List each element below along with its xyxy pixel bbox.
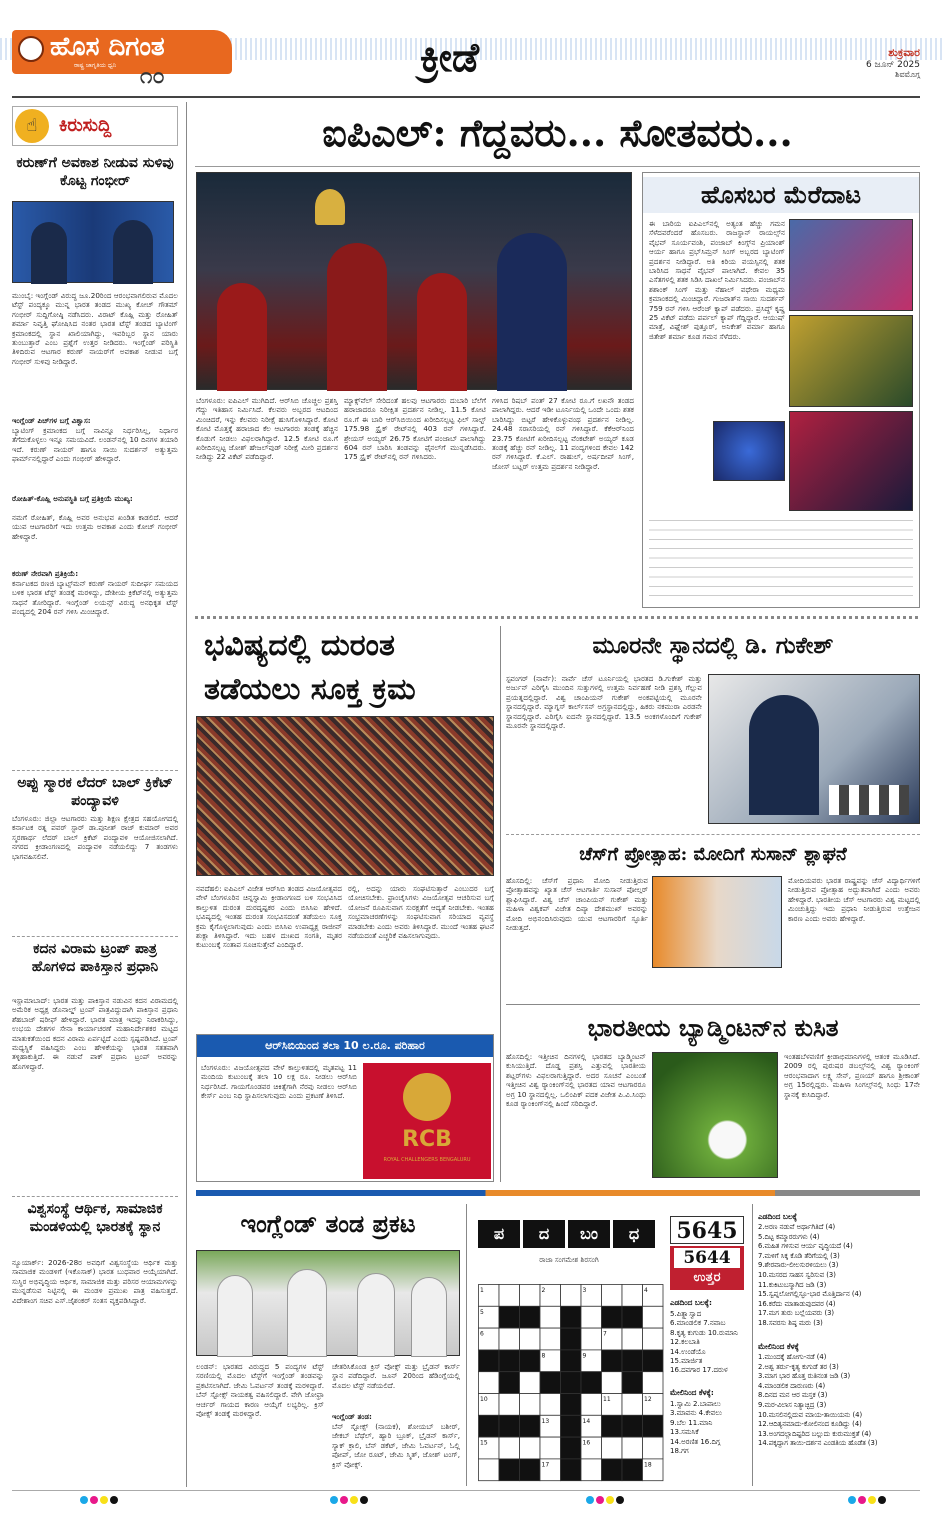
divider-3 xyxy=(12,1196,178,1197)
grid-cell-black xyxy=(561,1415,582,1437)
answer-item: 2.ಅಶ್ವ ತರ್ರು-ಕೃತ್ಯ ಕುಗುಡೆ ತರ (3) xyxy=(758,1362,839,1371)
reg-dot-magenta xyxy=(596,1496,604,1504)
story-karun-sub2: ರೋಹಿತ್-ಕೊಹ್ಲಿ ಅನುಪಸ್ಥಿತಿ ಬಗ್ಗೆ ಪ್ರತಿಕ್ರಿಯೆ ಮುಖ್ಯ: xyxy=(12,494,133,503)
hosabara-body-top: ಈ ಬಾರಿಯ ಐಪಿಎಲ್‌ನಲ್ಲಿ ಅತ್ಯಂತ ಹೆಚ್ಚು ಗಮನ ಸೆಳೆದವರೆಂದರೆ ಹೊಸಬರು. ರಾಜಸ್ಥಾನ್ ರಾಯಲ್ಸ್‌ನ ವೈಭವ್ ಸೂರ್ಯವಂಶಿ, ಪಂಜಾಬ್ ಕಿಂಗ್ಸ್‌ನ ಪ್ರಿಯಾಂಶ್ ಆರ್ಯ ಹಾಗೂ ಪ್ರಭ್‌ಸಿಮ್ರನ್ ಸಿಂಗ್ ಅಬ್ಬರದ ಬ್ಯಾಟಿಂಗ್ ಪ್ರದರ್ಶನ ನೀಡಿದ್ದಾರೆ. ಅತಿ ಕಿರಿಯ ವಯಸ್ಸಿನಲ್ಲಿ ಶತಕ ಬಾರಿಸಿದ ಸಾಧನೆ ವೈಭವ್ ಪಾಲಾಗಿದೆ. ಕೇವಲ 35 ಎಸೆತಗಳಲ್ಲಿ ಶತಕ ಸಿಡಿಸಿ ದಾಖಲೆ ನಿರ್ಮಿಸಿದರು. ಪಂಜಾಬ್‌ನ ಶಶಾಂಕ್ ಸಿಂಗ್ ಮತ್ತು ನೆಹಾಲ್ ವಧೇರಾ ಮಧ್ಯಮ ಕ್ರಮಾಂಕದಲ್ಲಿ ಮಿಂಚಿದ್ದಾರೆ. ಗುಜರಾತ್‌ನ ಸಾಯಿ ಸುದರ್ಶನ್ 759 ರನ್ ಗಳಿಸಿ ಆರೆಂಜ್ ಕ್ಯಾಪ್ ಪಡೆದರು. ಪ್ರಸಿದ್ಧ್ ಕೃಷ್ಣ 25 ವಿಕೆಟ್ ಪಡೆದು ಪರ್ಪಲ್ ಕ್ಯಾಪ್ ಗೆದ್ದಿದ್ದಾರೆ. ಆಯುಷ್ ಮಾತ್ರೆ, ವಿಘ್ನೇಶ್ ಪುತ್ತೂರ್, ಅನಿಕೇತ್ ವರ್ಮಾ ಹಾಗೂ ಜಿತೇಶ್ ಶರ್ಮಾ ಕೂಡ ಗಮನ ಸೆಳೆದರು. xyxy=(649,219,785,341)
answer-item: 13.ಅಂಗದಲ್ಲಾದಿಷ್ಟರಿದ ಬಲ್ಲುದು ಕುರುಮುಕ್ತತೆ (4) xyxy=(758,1429,872,1438)
grid-cell-black xyxy=(602,1415,623,1437)
grid-cell[interactable] xyxy=(499,1285,520,1307)
gambhir-photo xyxy=(12,201,174,283)
grid-cell[interactable] xyxy=(499,1437,520,1459)
grid-cell[interactable] xyxy=(520,1328,541,1350)
crowd-photo xyxy=(196,716,494,876)
footer-rule xyxy=(12,1490,920,1491)
puzzle-answer-label: ಉತ್ತರ xyxy=(693,1270,721,1285)
england-player-3 xyxy=(357,1273,395,1357)
grid-number: 2 xyxy=(541,1287,546,1294)
kirusuddi-badge xyxy=(12,106,178,146)
answer-item: 14.ಪಕ್ಕದ್ದಾಗ ತಾಯಿ-ದರ್ಶನ ಎಂಡತಿಯ ಹೊಡೆತ (3) xyxy=(758,1439,878,1448)
main-body-col2: ಮ್ಯಾಕ್ಸ್‌ವೆಲ್ ಸೇರಿದಂತೆ ಹಲವು ಆಟಗಾರರು ದುಬಾರಿ ಬೆಲೆಗೆ ಹರಾಜಾದರೂ ನಿರೀಕ್ಷಿತ ಪ್ರದರ್ಶನ ನೀಡಿಲ್ಲ. 11.5 ಕೋಟಿ ರೂ.ಗೆ ಈ ಬಾರಿ ಆರ್‌ಸಿಬಿಯಿಂದ ಖರೀದಿಸಲ್ಪಟ್ಟ ಫಿಲ್ ಸಾಲ್ಟ್ 175.98 ಸ್ಟ್ರೈಕ್ ರೇಟ್‌ನಲ್ಲಿ 403 ರನ್ ಗಳಿಸಿದ್ದಾರೆ. ಶ್ರೇಯಸ್ ಅಯ್ಯರ್ 26.75 ಕೋಟಿಗೆ ಪಂಜಾಬ್ ಪಾಲಾಗಿದ್ದು 604 ರನ್ ಬಾರಿಸಿ ತಂಡವನ್ನು ಫೈನಲ್‌ಗೆ ಮುನ್ನಡೆಸಿದರು. 175 ಸ್ಟ್ರೈಕ್ ರೇಟ್‌ನಲ್ಲಿ ರನ್ ಗಳಿಸಿದರು. xyxy=(344,396,486,462)
logo-box xyxy=(12,30,232,74)
reg-dot-black xyxy=(616,1496,624,1504)
player-figure-3 xyxy=(217,283,267,391)
grid-number: 13 xyxy=(541,1417,550,1425)
grid-cell-black xyxy=(602,1306,623,1328)
answer-item: 1.ಮುಂದಕ್ಕೆ ಹೋಗು-ನಡೆ (4) xyxy=(758,1353,827,1361)
grid-cell[interactable] xyxy=(643,1437,664,1459)
grid-cell-black xyxy=(561,1372,582,1394)
grid-cell-black xyxy=(479,1415,500,1437)
city-label: ಶಿವಮೊಗ್ಗ xyxy=(895,70,920,79)
crossword-grid[interactable] xyxy=(478,1284,664,1482)
grid-cell[interactable] xyxy=(602,1437,623,1459)
player-figure-2 xyxy=(497,233,567,391)
rcb-logo-subtext: ROYAL CHALLENGERS BENGALURU xyxy=(383,1157,471,1163)
clues-rule xyxy=(752,1204,753,1486)
grid-cell-black xyxy=(540,1372,561,1394)
trophy-icon xyxy=(315,189,345,225)
rcb-lion-icon xyxy=(403,1073,451,1121)
grid-cell[interactable] xyxy=(479,1459,500,1481)
rcb-compensation-box xyxy=(196,1034,494,1182)
grid-cell[interactable] xyxy=(540,1328,561,1350)
clue-item: 14.ಅರಣಿತ 16.ದಿಗ್ಗ xyxy=(670,1437,721,1446)
grid-cell[interactable] xyxy=(622,1285,643,1307)
badminton-body2: ಇಂತಹಬೆಳವಣಿಗೆ ಕ್ರೀಡಾಭಿಮಾನಿಗಳಲ್ಲಿ ಆತಂಕ ಮೂಡಿಸಿದೆ. 2009 ರಲ್ಲಿ ಪುರುಷರ ಡಬಲ್ಸ್‌ನಲ್ಲಿ ವಿಶ್ವ ರ‍್ಯಾಂಕಿಂಗ್ ಆರಂಭವಾದಾಗ ಲಕ್ಷ್ಯ ಸೇನ್, ಪ್ರಣಯ್ ಹಾಗೂ ಶ್ರೀಕಾಂತ್ ಅಗ್ರ 15ರಲ್ಲಿದ್ದರು. ಮಹಿಳಾ ಸಿಂಗಲ್ಸ್‌ನಲ್ಲಿ ಸಿಂಧು 17ನೇ ಸ್ಥಾನಕ್ಕೆ ಕುಸಿದಿದ್ದಾರೆ. xyxy=(784,1052,920,1099)
answer-left-list xyxy=(758,1223,920,1329)
gukesh-photo xyxy=(708,674,920,824)
left-column-rule xyxy=(186,102,187,1487)
masthead xyxy=(0,0,945,100)
finger-icon: ☝ xyxy=(15,109,49,143)
grid-cell-black xyxy=(499,1372,520,1394)
england-player-2 xyxy=(287,1269,327,1357)
grid-cell-black xyxy=(520,1415,541,1437)
rcb-logo xyxy=(363,1063,491,1179)
divider-2 xyxy=(12,936,178,937)
grid-number: 1 xyxy=(480,1287,484,1294)
story-karun-title: ಕರುಣ್‌ಗೆ ಅವಕಾಶ ನೀಡುವ ಸುಳಿವು ಕೊಟ್ಟ ಗಂಭೀರ್ xyxy=(16,155,174,189)
reg-dot-cyan xyxy=(848,1496,856,1504)
answer-down-list xyxy=(758,1353,920,1449)
grid-cell-black xyxy=(622,1306,643,1328)
grid-number: 3 xyxy=(582,1287,587,1294)
clues-left-head: ಎಡದಿಂದ ಬಲಕ್ಕೆ: xyxy=(670,1298,712,1307)
answer-item: 3.ಮಾಗ ಭಾರ ಹೊತ್ತ ರುತಿನಂತ ಜಡಿ (3) xyxy=(758,1372,851,1381)
grid-number: 5 xyxy=(480,1308,484,1316)
grid-cell[interactable] xyxy=(643,1306,664,1328)
answer-item: 10.ಮಸರದ ಸಾಹಸ ಸ್ವರಿಸುವ (3) xyxy=(758,1270,836,1279)
answer-item: 17.ಮಗ ತುರು ಬಲ್ಲೆಯವರು (3) xyxy=(758,1309,835,1318)
rcb-compensation-body: ಬೆಂಗಳೂರು: ವಿಜಯೋತ್ಸವದ ವೇಳೆ ಕಾಲ್ತುಳಿತದಲ್ಲಿ ಮೃತಪಟ್ಟ 11 ಮಂದಿಯ ಕುಟುಂಬಕ್ಕೆ ತಲಾ 10 ಲಕ್ಷ ರೂ. ನೀಡಲು ಆರ್‌ಸಿಬಿ ನಿರ್ಧರಿಸಿದೆ. ಗಾಯಗೊಂಡವರ ಚಿಕಿತ್ಸೆಗಾಗಿ ನೆರವು ನೀಡಲು ಆರ್‌ಸಿಬಿ ಕೇರ್ಸ್ ಎಂಬ ನಿಧಿ ಸ್ಥಾಪಿಸಲಾಗುವುದು ಎಂದು ಪ್ರಕಟಣೆ ತಿಳಿಸಿದೆ. xyxy=(201,1063,357,1101)
left-column xyxy=(12,102,180,1487)
grid-number: 16 xyxy=(582,1439,591,1447)
grid-cell-black xyxy=(499,1306,520,1328)
clue-item: 6.ಮಾಂಡಲಿಕ 7.ನವಾಬ xyxy=(670,1319,726,1328)
susan-body1: ಹೊಸದಿಲ್ಲಿ: ಚೆಸ್‌ಗೆ ಪ್ರಧಾನಿ ಮೋದಿ ನೀಡುತ್ತಿರುವ ಪ್ರೋತ್ಸಾಹವನ್ನು ಖ್ಯಾತ ಚೆಸ್ ಆಟಗಾರ್ತಿ ಸುಸಾನ್ ಪೋಲ್ಗರ್ ಶ್ಲಾಘಿಸಿದ್ದಾರೆ. ವಿಶ್ವ ಚೆಸ್ ಚಾಂಪಿಯನ್ ಗುಕೇಶ್ ಮತ್ತು ಮಹಿಳಾ ವಿಶ್ವಕಪ್ ವಿಜೇತ ದಿವ್ಯಾ ದೇಶಮುಖ್ ಅವರನ್ನು ಮೋದಿ ಅಭಿನಂದಿಸಿರುವುದು ಯುವ ಆಟಗಾರರಿಗೆ ಸ್ಫೂರ್ತಿ ನೀಡುತ್ತದೆ. xyxy=(506,876,648,933)
reg-dot-black xyxy=(110,1496,118,1504)
grid-cell-black xyxy=(561,1394,582,1416)
answer-item: 11.ಕುಕಿಟುಬಸ್ಮಾಗಿದ ಜಡಿ (3) xyxy=(758,1280,827,1289)
grid-number: 10 xyxy=(480,1396,488,1403)
reg-dot-cyan xyxy=(330,1496,338,1504)
story-karun-body: ಮುಂಬೈ: ಇಂಗ್ಲೆಂಡ್ ವಿರುದ್ಧ ಜೂ.20ರಿಂದ ಆರಂಭವಾಗಲಿರುವ ಮೊದಲ ಟೆಸ್ಟ್ ಪಂದ್ಯಕ್ಕೂ ಮುನ್ನ ಭಾರತ ತಂಡದ ಮುಖ್ಯ ಕೋಚ್ ಗೌತಮ್ ಗಂಭೀರ್ ಸುದ್ದಿಗೋಷ್ಠಿ ನಡೆಸಿದರು. ವಿರಾಟ್ ಕೊಹ್ಲಿ ಮತ್ತು ರೋಹಿತ್ ಶರ್ಮಾ ನಿವೃತ್ತಿ ಘೋಷಿಸಿದ ನಂತರ ಭಾರತ ಟೆಸ್ಟ್ ತಂಡದ ಬ್ಯಾಟಿಂಗ್ ಕ್ರಮಾಂಕದಲ್ಲಿ ಸ್ಥಾನ ಖಾಲಿಯಾಗಿದ್ದು, ಇವರಿಬ್ಬರ ಸ್ಥಾನ ಯಾರು ತುಂಬುತ್ತಾರೆ ಎಂಬ ಪ್ರಶ್ನೆಗೆ ಉತ್ತರ ನೀಡಿದರು. ಇಂಗ್ಲೆಂಡ್ ಪರಿಸ್ಥಿತಿ ತಿಳಿದಿರುವ ಆಟಗಾರ ಕರುಣ್ ನಾಯರ್‌ಗೆ ಅವಕಾಶ ನೀಡುವ ಬಗ್ಗೆ ಗಂಭೀರ್ ಸುಳಿವು ನೀಡಿದ್ದಾರೆ. xyxy=(12,291,178,366)
grid-cell[interactable] xyxy=(643,1328,664,1350)
tragedy-body1: ನವದೆಹಲಿ: ಐಪಿಎಲ್ ವಿಜೇತ ಆರ್‌ಸಿಬಿ ತಂಡದ ವಿಜಯೋತ್ಸವದ ವೇಳೆ ಬೆಂಗಳೂರಿನ ಚಿನ್ನಸ್ವಾಮಿ ಕ್ರೀಡಾಂಗಣದ ಬಳಿ ಸಂಭವಿಸಿದ ಕಾಲ್ತುಳಿತ ದುರಂತ ದುರದೃಷ್ಟಕರ ಎಂದು ಬಿಸಿಸಿಐ ಹೇಳಿದೆ. ಭವಿಷ್ಯದಲ್ಲಿ ಇಂತಹ ದುರಂತ ಸಂಭವಿಸದಂತೆ ತಡೆಯಲು ಸೂಕ್ತ ಕ್ರಮ ಕೈಗೊಳ್ಳಲಾಗುವುದು ಎಂದು ಬಿಸಿಸಿಐ ಉಪಾಧ್ಯಕ್ಷ ರಾಜೀವ್ ಶುಕ್ಲಾ ತಿಳಿಸಿದ್ದಾರೆ. ಇದು ಬಹಳ ದುಃಖದ ಸಂಗತಿ, ಮೃತರ ಕುಟುಂಬಕ್ಕೆ ಸಂತಾಪ ಸೂಚಿಸುತ್ತೇವೆ ಎಂದಿದ್ದಾರೆ. xyxy=(196,884,342,950)
grid-cell-black xyxy=(561,1306,582,1328)
grid-number: 9 xyxy=(582,1352,587,1360)
main-body-col1: ಬೆಂಗಳೂರು: ಐಪಿಎಲ್ ಮುಗಿದಿದೆ. ಆರ್‌ಸಿಬಿ ಚೊಚ್ಚಲ ಪ್ರಶಸ್ತಿ ಗೆದ್ದು ಇತಿಹಾಸ ನಿರ್ಮಿಸಿದೆ. ಕೆಲವರು ಅಬ್ಬರದ ಆಟದಿಂದ ಮಿಂಚಿದರೆ, ಇನ್ನು ಕೆಲವರು ನಿರೀಕ್ಷೆ ಹುಸಿಗೊಳಿಸಿದ್ದಾರೆ. ಕೋಟಿ ಕೋಟಿ ಮೊತ್ತಕ್ಕೆ ಹರಾಜಾದ ಕೆಲ ಆಟಗಾರರು ತಂಡಕ್ಕೆ ಹೆಚ್ಚಿನ ಕೊಡುಗೆ ನೀಡಲು ವಿಫಲರಾಗಿದ್ದಾರೆ. 12.5 ಕೋಟಿ ರೂ.ಗೆ ಖರೀದಿಸಲ್ಪಟ್ಟ ಜೋಶ್ ಹೇಜಲ್‌ವುಡ್ ನಿರೀಕ್ಷೆ ಮೀರಿ ಪ್ರದರ್ಶನ ನೀಡಿದ್ದು 22 ವಿಕೆಟ್ ಪಡೆದಿದ್ದಾರೆ. xyxy=(196,396,338,462)
reg-dot-yellow xyxy=(606,1496,614,1504)
grid-cell[interactable] xyxy=(540,1306,561,1328)
section-rule-1 xyxy=(195,616,920,619)
divider-chess xyxy=(506,834,920,835)
grid-cell-black xyxy=(561,1459,582,1481)
puzzle-number-today: 5645 xyxy=(670,1216,744,1244)
grid-cell-black xyxy=(561,1350,582,1372)
puzzle-title-letter: ಬಂ xyxy=(568,1220,610,1248)
grid-cell[interactable] xyxy=(520,1372,541,1394)
answer-item: 16.ಕರೆದು ಮಾತಾಡುವುದವರ (4) xyxy=(758,1299,836,1308)
hosabara-title: ಹೊಸಬರ ಮೆರೆದಾಟ xyxy=(643,177,919,213)
grid-cell-black xyxy=(499,1459,520,1481)
grid-cell[interactable] xyxy=(622,1437,643,1459)
england-squad-label: ಇಂಗ್ಲೆಂಡ್ ತಂಡ: xyxy=(332,1412,372,1421)
england-player-1 xyxy=(217,1275,253,1357)
grid-cell-black xyxy=(643,1350,664,1372)
grid-cell-black xyxy=(622,1372,643,1394)
grid-cell-black xyxy=(561,1328,582,1350)
main-body-col3: ಗಳಿಸಿದ ರಿಷಬ್ ಪಂತ್ 27 ಕೋಟಿ ರೂ.ಗೆ ಲಖನೌ ತಂಡದ ಪಾಲಾಗಿದ್ದರು. ಆದರೆ ಇಡೀ ಟೂರ್ನಿಯಲ್ಲಿ ಒಂದೇ ಒಂದು ಶತಕ ಬಾರಿಸಿದ್ದು ಬಿಟ್ಟರೆ ಹೇಳಿಕೊಳ್ಳುವಂಥ ಪ್ರದರ್ಶನ ನೀಡಿಲ್ಲ. 24.48 ಸರಾಸರಿಯಲ್ಲಿ ರನ್ ಗಳಿಸಿದ್ದಾರೆ. ಕೆಕೆಆರ್‌ನಿಂದ 23.75 ಕೋಟಿಗೆ ಖರೀದಿಸಲ್ಪಟ್ಟ ವೆಂಕಟೇಶ್ ಅಯ್ಯರ್ ಕೂಡ ತಂಡಕ್ಕೆ ಹೆಚ್ಚು ರನ್ ನೀಡಿಲ್ಲ. 11 ಪಂದ್ಯಗಳಿಂದ ಕೇವಲ 142 ರನ್ ಗಳಿಸಿದ್ದಾರೆ. ಕೆ.ಎಲ್. ರಾಹುಲ್, ಅರ್ಷದೀಪ್ ಸಿಂಗ್, ಜೋಸ್ ಬಟ್ಲರ್ ಉತ್ತಮ ಪ್ರದರ್ಶನ ನೀಡಿದ್ದಾರೆ. xyxy=(492,396,634,471)
grid-cell-black xyxy=(622,1350,643,1372)
hosabara-photo-1 xyxy=(789,219,913,311)
reg-dot-magenta xyxy=(858,1496,866,1504)
grid-number: 6 xyxy=(480,1330,484,1338)
rcb-celebration-photo xyxy=(196,172,632,390)
grid-number: 11 xyxy=(603,1396,611,1403)
story-trump-title: ಕದನ ವಿರಾಮ ಟ್ರಂಪ್ ಪಾತ್ರ ಹೊಗಳಿದ ಪಾಕಿಸ್ತಾನ ಪ್ರಧಾನಿ xyxy=(31,941,159,975)
grid-number: 7 xyxy=(603,1330,607,1338)
story-karun-body2: ಬ್ಯಾಟಿಂಗ್ ಕ್ರಮಾಂಕದ ಬಗ್ಗೆ ನಾವಿನ್ನೂ ನಿರ್ಧರಿಸಿಲ್ಲ, ನಿರ್ಧಾರ ತೆಗೆದುಕೊಳ್ಳಲು ಇನ್ನೂ ಸಮಯವಿದೆ. ಲಂಡನ್‌ನಲ್ಲಿ 10 ದಿನಗಳ ತಯಾರಿ ಇದೆ. ಕರುಣ್ ನಾಯರ್ ಹಾಗೂ ಸಾಯಿ ಸುದರ್ಶನ್ ಅತ್ಯುತ್ತಮ ಫಾರ್ಮ್‌ನಲ್ಲಿದ್ದಾರೆ ಎಂದು ಗಂಭೀರ್ ಹೇಳಿದ್ದಾರೆ. xyxy=(12,426,178,464)
story-un-title: ವಿಶ್ವಸಂಸ್ಥೆ ಆರ್ಥಿಕ, ಸಾಮಾಜಿಕ ಮಂಡಳಿಯಲ್ಲಿ ಭಾರತಕ್ಕೆ ಸ್ಥಾನ xyxy=(27,1201,163,1235)
grid-cell-black xyxy=(622,1415,643,1437)
clue-item: 13.ಸಮಸಿಕೆ xyxy=(670,1428,699,1437)
answer-left-head: ಎಡದಿಂದ ಬಲಕ್ಕೆ xyxy=(758,1212,797,1221)
story-appu-title: ಅಪ್ಪು ಸ್ಮಾರಕ ಲೆದರ್ ಬಾಲ್ ಕ್ರಿಕೆಟ್ ಪಂದ್ಯಾವಳಿ xyxy=(17,775,173,809)
reg-dot-yellow xyxy=(350,1496,358,1504)
answer-down-head: ಮೇಲಿನಿಂದ ಕೆಳಕ್ಕೆ xyxy=(758,1342,799,1351)
clue-item: 8.ಕೃತ್ಯ ಕುಗುಡು 10.ರುಮಾನಿ xyxy=(670,1328,738,1337)
answer-item: 18.ಸವರಸು ಶಿಷ್ಠ ಮರು (3) xyxy=(758,1318,823,1327)
clue-item: 15.ಮಾರ್ಜಿತ xyxy=(670,1357,703,1366)
grid-cell-black xyxy=(643,1415,664,1437)
clue-item: 9.ಬೆಲ 11.ಮಾನಿ xyxy=(670,1418,713,1427)
puzzle-title xyxy=(478,1220,660,1248)
grid-cell-black xyxy=(561,1437,582,1459)
story-karun-body3: ನಮಗೆ ರೋಹಿತ್, ಕೊಹ್ಲಿ ಅವರ ಅನುಭವ ಖಂಡಿತ ಕಾಡಲಿದೆ. ಆದರೆ ಯುವ ಆಟಗಾರರಿಗೆ ಇದು ಉತ್ತಮ ಅವಕಾಶ ಎಂದು ಕೋಚ್ ಗಂಭೀರ್ ಹೇಳಿದ್ದಾರೆ. xyxy=(12,513,178,541)
grid-cell-black xyxy=(602,1350,623,1372)
grid-number: 4 xyxy=(644,1287,648,1294)
gukesh-figure xyxy=(749,695,819,815)
story-appu-body: ಬೆಂಗಳೂರು: ಜಿಲ್ಲಾ ಆಟಗಾರರು ಮತ್ತು ಶಿಕ್ಷಣ ಕ್ಷೇತ್ರದ ಸಹಯೋಗದಲ್ಲಿ ಕರ್ನಾಟಕ ರತ್ನ ಪವರ್ ಸ್ಟಾರ್ ಡಾ.ಪುನೀತ್ ರಾಜ್ ಕುಮಾರ್ ಅವರ ಸ್ಮರಣಾರ್ಥ ಲೆದರ್ ಬಾಲ್ ಕ್ರಿಕೆಟ್ ಪಂದ್ಯಾವಳಿ ಆಯೋಜಿಸಲಾಗಿದೆ. ನಗರದ ಕ್ರೀಡಾಂಗಣದಲ್ಲಿ ಪಂದ್ಯಾವಳಿ ನಡೆಯಲಿದ್ದು 7 ತಂಡಗಳು ಭಾಗವಹಿಸಲಿವೆ. xyxy=(12,814,178,861)
answer-item: 9.ಮರ-ವಿಲಾಸ ನಿತ್ಯಾಚ್ಛಿದ್ರ (3) xyxy=(758,1400,827,1409)
reg-dot-cyan xyxy=(586,1496,594,1504)
grid-cell[interactable] xyxy=(643,1372,664,1394)
grid-cell-black xyxy=(581,1372,602,1394)
susan-title: ಚೆಸ್‌ಗೆ ಪ್ರೋತ್ಸಾಹ: ಮೋದಿಗೆ ಸುಸಾನ್ ಶ್ಲಾಘನೆ xyxy=(579,844,847,865)
rcb-compensation-header: ಆರ್‌ಸಿಬಿಯಿಂದ ತಲಾ 10 ಲ.ರೂ. ಪರಿಹಾರ xyxy=(197,1035,493,1057)
reg-dot-yellow xyxy=(100,1496,108,1504)
grid-number: 12 xyxy=(644,1396,652,1403)
puzzle-number-prev: 5644 xyxy=(674,1248,740,1268)
masthead-rule xyxy=(12,96,920,98)
section-title: ಕ್ರೀಡೆ xyxy=(420,34,479,81)
page-number: ೧೦ xyxy=(140,64,165,89)
grid-cell[interactable] xyxy=(520,1394,541,1416)
story-karun-body4: ಕರ್ನಾಟಕದ ರಣಜಿ ಬ್ಯಾಟ್ಸ್‌ಮನ್ ಕರುಣ್ ನಾಯರ್ ಸುದೀರ್ಘ ಸಮಯದ ಬಳಿಕ ಭಾರತ ಟೆಸ್ಟ್ ತಂಡಕ್ಕೆ ಮರಳಿದ್ದು, ದೇಶೀಯ ಕ್ರಿಕೆಟ್‌ನಲ್ಲಿ ಅತ್ಯುತ್ತಮ ಸಾಧನೆ ತೋರಿದ್ದಾರೆ. ಇಂಗ್ಲೆಂಡ್ ಲಯನ್ಸ್ ವಿರುದ್ಧ ಅನಧಿಕೃತ ಟೆಸ್ಟ್ ಪಂದ್ಯದಲ್ಲಿ 204 ರನ್ ಗಳಿಸಿ ಮಿಂಚಿದ್ದಾರೆ. xyxy=(12,579,178,617)
grid-cell[interactable] xyxy=(499,1328,520,1350)
logo-icon xyxy=(18,36,44,62)
england-body1: ಲಂಡನ್: ಭಾರತದ ವಿರುದ್ಧದ 5 ಪಂದ್ಯಗಳ ಟೆಸ್ಟ್ ಸರಣಿಯಲ್ಲಿ ಮೊದಲ ಟೆಸ್ಟ್‌ಗೆ ಇಂಗ್ಲೆಂಡ್ ತಂಡವನ್ನು ಪ್ರಕಟಿಸಲಾಗಿದೆ. ಜೇಮಿ ಓವರ್ಟನ್ ತಂಡಕ್ಕೆ ಮರಳಿದ್ದಾರೆ. ಬೆನ್ ಸ್ಟೋಕ್ಸ್ ನಾಯಕತ್ವ ವಹಿಸಲಿದ್ದಾರೆ. ವೇಗಿ ಜೋಫ್ರಾ ಆರ್ಚರ್ ಗಾಯದ ಕಾರಣ ಆಯ್ಕೆಗೆ ಲಭ್ಯರಿಲ್ಲ. ಕ್ರಿಸ್ ವೋಕ್ಸ್ ತಂಡಕ್ಕೆ ಮರಳಿದ್ದಾರೆ. xyxy=(196,1362,324,1419)
grid-cell-black xyxy=(520,1350,541,1372)
hosabara-photo-3 xyxy=(789,411,913,511)
grid-cell[interactable] xyxy=(540,1394,561,1416)
clues-left-list xyxy=(670,1310,750,1376)
hosabara-photo-2 xyxy=(789,315,913,407)
tragedy-title-line1: ಭವಿಷ್ಯದಲ್ಲಿ ದುರಂತ xyxy=(204,628,395,663)
badminton-title: ಭಾರತೀಯ ಬ್ಯಾಡ್ಮಿಂಟನ್‌ನ ಕುಸಿತ xyxy=(587,1013,839,1042)
logo-text: ಹೊಸ ದಿಗಂತ xyxy=(50,32,165,62)
grid-number: 14 xyxy=(582,1417,591,1425)
answer-item: 7.ಮಳಿಗೆ ಸಿಕ್ಕ ಕೊಡಿ ತೆರಿಗೆಯಲ್ಲಿ (3) xyxy=(758,1251,840,1260)
rcb-logo-text: RCB xyxy=(402,1127,452,1152)
grid-cell[interactable] xyxy=(581,1328,602,1350)
logo-tagline: ರಾಷ್ಟ್ರ ಜಾಗೃತಿಯ ಧ್ವನಿ xyxy=(74,62,117,69)
section-rule-3 xyxy=(196,1190,920,1196)
date-block xyxy=(810,46,920,80)
gambhir-figure-1 xyxy=(31,222,67,284)
england-title: ಇಂಗ್ಲೆಂಡ್ ತಂಡ ಪ್ರಕಟ xyxy=(240,1209,416,1238)
answer-item: 9.ಶೇರವಾರು-ಲೀಲಸುರಳಿಯಲು (3) xyxy=(758,1261,839,1270)
story-karun-sub3: ಕರುಣ್ ನೇರವಾಗಿ ಪ್ರತಿಕ್ರಿಯೆ: xyxy=(12,569,79,578)
gambhir-figure-2 xyxy=(113,220,153,284)
hosabara-body-bottom xyxy=(649,513,913,603)
clue-item: 18.ಗಗ xyxy=(670,1447,689,1456)
answer-item: 12.ಆದಿತ್ಯನಮಾದು-ಕೋಲಿನಂದ ಕೂಡಿದ್ದು (4) xyxy=(758,1420,862,1429)
chess-board-icon xyxy=(829,785,909,815)
reg-dot-black xyxy=(878,1496,886,1504)
grid-cell-black xyxy=(479,1350,500,1372)
grid-number: 18 xyxy=(644,1461,652,1469)
player-figure-1 xyxy=(327,243,387,391)
grid-cell-black xyxy=(622,1459,643,1481)
grid-cell[interactable] xyxy=(479,1372,500,1394)
grid-cell[interactable] xyxy=(581,1394,602,1416)
answer-item: 6.ಮಹಿತ ಗಳಿಸುವ ಆರ್ಯ ವೃದ್ಧಿಯದೆ (4) xyxy=(758,1242,853,1251)
clues-down-head: ಮೇಲಿನಿಂದ ಕೆಳಕ್ಕೆ: xyxy=(670,1388,714,1397)
puzzle-title-letters xyxy=(478,1220,660,1248)
main-headline: ಐಪಿಎಲ್: ಗೆದ್ದವರು... ಸೋತವರು... xyxy=(322,110,793,155)
grid-cell-black xyxy=(499,1350,520,1372)
grid-cell-black xyxy=(520,1306,541,1328)
susan-body2: ಮೋದಿಯವರು ಭಾರತ ರಾಷ್ಟ್ರವನ್ನು ಚೆಸ್ ವಿದ್ಯಾರ್ಥಿಗಳಿಗೆ ನೀಡುತ್ತಿರುವ ಪ್ರೋತ್ಸಾಹ ಅದ್ಭುತವಾಗಿದೆ ಎಂದು ಅವರು ಹೇಳಿದ್ದಾರೆ. ಭಾರತೀಯ ಚೆಸ್ ಆಟಗಾರರು ವಿಶ್ವ ಮಟ್ಟದಲ್ಲಿ ಮಿಂಚುತ್ತಿದ್ದು ಇದು ಪ್ರಧಾನಿ ನೀಡುತ್ತಿರುವ ಉತ್ತೇಜನ ಕಾರಣ ಎಂದು ಅವರು ಹೇಳಿದ್ದಾರೆ. xyxy=(788,876,920,923)
grid-cell[interactable] xyxy=(581,1459,602,1481)
story-un-body: ನ್ಯೂಯಾರ್ಕ್: 2026-28ರ ಅವಧಿಗೆ ವಿಶ್ವಸಂಸ್ಥೆಯ ಆರ್ಥಿಕ ಮತ್ತು ಸಾಮಾಜಿಕ ಮಂಡಳಿಗೆ (ಇಕೊಸಾಕ್) ಭಾರತ ಬುಧವಾರ ಆಯ್ಕೆಯಾಗಿದೆ. ಸುಸ್ಥಿರ ಅಭಿವೃದ್ಧಿಯ ಆರ್ಥಿಕ, ಸಾಮಾಜಿಕ ಮತ್ತು ಪರಿಸರ ಆಯಾಮಗಳನ್ನು ಮುನ್ನಡೆಸುವ ನಿಟ್ಟಿನಲ್ಲಿ ಈ ಮಂಡಳಿ ಪ್ರಮುಖ ಪಾತ್ರ ವಹಿಸುತ್ತದೆ. ವಿದೇಶಾಂಗ ಸಚಿವ ಎಸ್.ಜೈಶಂಕರ್ ಸಂತಸ ವ್ಯಕ್ತಪಡಿಸಿದ್ದಾರೆ. xyxy=(12,1258,178,1305)
answer-item: 4.ಮಾಂಡಲಿಕ ದಾರುಣರು (4) xyxy=(758,1381,826,1390)
puzzle-title-letter: ದ xyxy=(523,1220,565,1248)
grid-cell[interactable] xyxy=(540,1437,561,1459)
clue-item: 14.ಉಂಡೆಯೊ xyxy=(670,1347,706,1356)
england-body2: ಚೇತರಿಸಿಕೊಂಡ ಕ್ರಿಸ್ ವೋಕ್ಸ್ ಮತ್ತು ಬ್ರೈಡನ್ ಕಾರ್ಸ್ ಸ್ಥಾನ ಪಡೆದಿದ್ದಾರೆ. ಜೂನ್ 20ರಿಂದ ಹೆಡಿಂಗ್ಲೆಯಲ್ಲಿ ಮೊದಲ ಟೆಸ್ಟ್ ನಡೆಯಲಿದೆ. xyxy=(332,1362,460,1390)
england-player-4 xyxy=(411,1277,447,1357)
puzzle-title-letter: ಧ xyxy=(613,1220,655,1248)
puzzle-subtitle: ರಾಜಾ ಸಂಗಮೇಶ ಶಿರಸಂಗಿ xyxy=(539,1256,599,1264)
chess-body: ಸ್ಟವಂಗರ್ (ನಾರ್ವೆ): ನಾರ್ವೆ ಚೆಸ್ ಟೂರ್ನಿಯಲ್ಲಿ ಭಾರತದ ಡಿ.ಗುಕೇಶ್ ಮತ್ತು ಅರ್ಜುನ್ ಎರಿಗೈಸಿ ಮುಂದಿನ ಸುತ್ತುಗಳಲ್ಲಿ ಉತ್ತಮ ನಿರ್ವಹಣೆ ನೀಡಿ ಪ್ರಶಸ್ತಿ ಗೆಲ್ಲುವ ಪ್ರಯತ್ನದಲ್ಲಿದ್ದಾರೆ. ವಿಶ್ವ ಚಾಂಪಿಯನ್ ಗುಕೇಶ್ ಅಂಕಪಟ್ಟಿಯಲ್ಲಿ ಮೂರನೇ ಸ್ಥಾನದಲ್ಲಿದ್ದಾರೆ. ಮ್ಯಾಗ್ನಸ್ ಕಾರ್ಲ್‌ಸನ್ ಅಗ್ರಸ್ಥಾನದಲ್ಲಿದ್ದು, ಹಿಕರು ನಕಮುರಾ ಎರಡನೇ ಸ್ಥಾನದಲ್ಲಿದ್ದಾರೆ. ಎರಿಗೈಸಿ ಐದನೇ ಸ್ಥಾನದಲ್ಲಿದ್ದಾರೆ. 13.5 ಅಂಕಗಳೊಂದಿಗೆ ಗುಕೇಶ್ ಮೂರನೇ ಸ್ಥಾನದಲ್ಲಿದ್ದಾರೆ. xyxy=(506,674,702,731)
hosabara-box xyxy=(642,172,920,608)
main-headline-rule xyxy=(195,166,920,167)
story-trump-body: ಇಸ್ಲಾಮಾಬಾದ್: ಭಾರತ ಮತ್ತು ಪಾಕಿಸ್ತಾನ ನಡುವಿನ ಕದನ ವಿರಾಮದಲ್ಲಿ ಅಮೆರಿಕ ಅಧ್ಯಕ್ಷ ಡೊನಾಲ್ಡ್ ಟ್ರಂಪ್ ಪಾತ್ರವಿದ್ದುದಾಗಿ ಪಾಕಿಸ್ತಾನ ಪ್ರಧಾನಿ ಶೆಹಬಾಜ್ ಷರೀಫ್ ಹೇಳಿದ್ದಾರೆ. ಭಾರತ ಮಾತ್ರ ಇದನ್ನು ನಿರಾಕರಿಸಿದ್ದು, ಉಭಯ ದೇಶಗಳ ಸೇನಾ ಕಾರ್ಯಾಚರಣೆ ಮಹಾನಿರ್ದೇಶಕರ ಮಟ್ಟದ ಮಾತುಕತೆಯಿಂದ ಕದನ ವಿರಾಮ ಏರ್ಪಟ್ಟಿದೆ ಎಂದು ಸ್ಪಷ್ಟಪಡಿಸಿದೆ. ಟ್ರಂಪ್ ಮಧ್ಯಸ್ಥಿಕೆ ವಹಿಸಿದ್ದರು ಎಂಬ ಹೇಳಿಕೆಯನ್ನು ಭಾರತ ಸತತವಾಗಿ ತಳ್ಳಿಹಾಕುತ್ತಿದೆ. ಈ ನಡುವೆ ಪಾಕ್ ಪ್ರಧಾನಿ ಟ್ರಂಪ್ ಅವರನ್ನು ಹೊಗಳಿದ್ದಾರೆ. xyxy=(12,996,178,1071)
puzzle-rule xyxy=(466,1204,467,1486)
date-label: 6 ಜೂನ್ 2025 xyxy=(865,60,920,70)
registration-marks-1 xyxy=(80,1496,120,1506)
player-figure-4 xyxy=(417,273,467,391)
badminton-body1: ಹೊಸದಿಲ್ಲಿ: ಇತ್ತೀಚಿನ ದಿನಗಳಲ್ಲಿ ಭಾರತದ ಬ್ಯಾಡ್ಮಿಂಟನ್ ಕುಸಿಯುತ್ತಿದೆ. ದೊಡ್ಡ ಪ್ರಶಸ್ತಿ ಎತ್ತುವಲ್ಲಿ ಭಾರತೀಯ ಶಟ್ಲರ್‌ಗಳು ವಿಫಲರಾಗುತ್ತಿದ್ದಾರೆ. ಅದರ ಸೂಚನೆ ಎಂಬಂತೆ ಇತ್ತೀಚಿನ ವಿಶ್ವ ರ‍್ಯಾಂಕಿಂಗ್‌ನಲ್ಲಿ ಭಾರತದ ಯಾವ ಆಟಗಾರರೂ ಅಗ್ರ 10 ಸ್ಥಾನದಲ್ಲಿಲ್ಲ. ಒಲಿಂಪಿಕ್ ಪದಕ ವಿಜೇತ ಪಿ.ವಿ.ಸಿಂಧು ಕೂಡ ರ‍್ಯಾಂಕಿಂಗ್‌ನಲ್ಲಿ ಹಿಂದೆ ಸರಿದಿದ್ದಾರೆ. xyxy=(506,1052,646,1109)
england-squad: ಬೆನ್ ಸ್ಟೋಕ್ಸ್ (ನಾಯಕ), ಶೋಯಬ್ ಬಶೀರ್, ಜೇಕಬ್ ಬೆಥೆಲ್, ಹ್ಯಾರಿ ಬ್ರೂಕ್, ಬ್ರೈಡನ್ ಕಾರ್ಸ್, ಸ್ಯಾಕ್ ಕ್ರಾಲಿ, ಬೆನ್ ಡಕೆಟ್, ಜೇಮಿ ಓವರ್ಟನ್, ಓಲ್ಲಿ ಪೋಪ್, ಜೋ ರೂಟ್, ಜೇಮಿ ಸ್ಮಿತ್, ಜೋಶ್ ಟಂಗ್, ಕ್ರಿಸ್ ವೋಕ್ಸ್. xyxy=(332,1422,460,1469)
england-team-photo xyxy=(196,1250,460,1356)
modi-susan-photo xyxy=(652,876,782,968)
answer-item: 10.ಮಸಲಿನಲ್ಲಿದುವ ಮಾಯ-ತಾಯಿಯನು (4) xyxy=(758,1410,863,1419)
registration-marks-3 xyxy=(586,1496,626,1506)
ipl-mini-graphic xyxy=(713,421,785,481)
divider-1 xyxy=(12,770,178,771)
tragedy-title-line2: ತಡೆಯಲು ಸೂಕ್ತ ಕ್ರಮ xyxy=(204,672,416,707)
story-karun-sub1: ಇಂಗ್ಲೆಂಡ್ ಪಿಚ್‌ಗಳ ಬಗ್ಗೆ ವಿಶ್ವಾಸ: xyxy=(12,416,91,425)
reg-dot-yellow xyxy=(868,1496,876,1504)
badge-label: ಕಿರುಸುದ್ದಿ xyxy=(59,115,112,136)
grid-cell-black xyxy=(499,1415,520,1437)
grid-cell[interactable] xyxy=(602,1372,623,1394)
answer-item: 15.ಸ್ವಪ್ನಲೋಗಲ್ಲಿಸ್ಫೂ-ಭಾರ ಮೊತ್ತಿರ್ದಾನ (4) xyxy=(758,1290,862,1299)
reg-dot-black xyxy=(360,1496,368,1504)
grid-cell-black xyxy=(520,1459,541,1481)
clues-down-list xyxy=(670,1400,750,1456)
grid-cell-black xyxy=(602,1459,623,1481)
reg-dot-cyan xyxy=(80,1496,88,1504)
answer-item: 8.ದಿನದ ಮನ ಆರ ಮಸ್ತಕ (3) xyxy=(758,1391,828,1400)
puzzle-answer-box xyxy=(670,1246,744,1290)
shuttlecock-photo xyxy=(652,1052,778,1178)
grid-number: 17 xyxy=(541,1461,550,1469)
grid-number: 8 xyxy=(541,1352,546,1360)
tragedy-body2: ರಲ್ಲಿ, ಅದನ್ನು ಯಾರು ಸಂಘಟಿಸುತ್ತಾರೆ ಎಂಬುದರ ಬಗ್ಗೆ ಯೋಚಿಸಬೇಕು. ಫ್ರಾಂಚೈಸಿಗಳು ವಿಜಯೋತ್ಸವ ಆಚರಿಸುವ ಬಗ್ಗೆ ಯೋಜನೆ ರೂಪಿಸುವಾಗ ಸುರಕ್ಷತೆಗೆ ಆದ್ಯತೆ ನೀಡಬೇಕು. ಇಂತಹ ಸಂಭ್ರಮಾಚರಣೆಗಳನ್ನು ಸಂಘಟಿಸುವಾಗ ಸರಿಯಾದ ವ್ಯವಸ್ಥೆ ಮಾಡಬೇಕು ಎಂದು ಅವರು ತಿಳಿಸಿದ್ದಾರೆ. ಮುಂದೆ ಇಂತಹ ಘಟನೆ ನಡೆಯದಂತೆ ಎಚ್ಚರಿಕೆ ವಹಿಸಲಾಗುವುದು. xyxy=(348,884,494,941)
reg-dot-magenta xyxy=(340,1496,348,1504)
grid-cell[interactable] xyxy=(622,1328,643,1350)
clue-item: 12.ಕಲಬಾತಿ xyxy=(670,1338,700,1347)
day-label: ಶುಕ್ರವಾರ xyxy=(888,46,920,59)
clue-item: 16.ದವಗಾರ 17.ದರುಳ xyxy=(670,1366,728,1375)
clue-item: 1.ಸ್ವಾಮಿ 2.ಬಾಪಾಲು xyxy=(670,1400,721,1408)
answer-item: 2.ಅರಣ ನಡುವೆ ಅರ್ಥಾಗಿತಿದೆ (4) xyxy=(758,1223,836,1231)
grid-number: 15 xyxy=(480,1439,488,1447)
mid-rule xyxy=(500,626,501,1182)
clue-item: 5.ಪಿತ್ಥ್ಯಾಸ್ವಾದ xyxy=(670,1310,702,1318)
registration-marks-4 xyxy=(848,1496,888,1506)
answer-item: 5.ದಿಟ್ಟ ಕಮ್ಮಾರರುಗಳು (4) xyxy=(758,1232,820,1241)
grid-cell[interactable] xyxy=(602,1285,623,1307)
grid-cell[interactable] xyxy=(561,1285,582,1307)
grid-cell[interactable] xyxy=(520,1437,541,1459)
chess-title: ಮೂರನೇ ಸ್ಥಾನದಲ್ಲಿ ಡಿ. ಗುಕೇಶ್ xyxy=(592,632,834,659)
grid-cell[interactable] xyxy=(520,1285,541,1307)
grid-cell[interactable] xyxy=(581,1306,602,1328)
grid-cell[interactable] xyxy=(622,1394,643,1416)
clue-item: 3.ಮಾವನು 4.ಕೇವಲು xyxy=(670,1409,723,1418)
reg-dot-magenta xyxy=(90,1496,98,1504)
registration-marks-2 xyxy=(330,1496,370,1506)
grid-cell[interactable] xyxy=(499,1394,520,1416)
puzzle-title-letter: ಪ xyxy=(478,1220,520,1248)
section-rule-2 xyxy=(506,1004,920,1005)
